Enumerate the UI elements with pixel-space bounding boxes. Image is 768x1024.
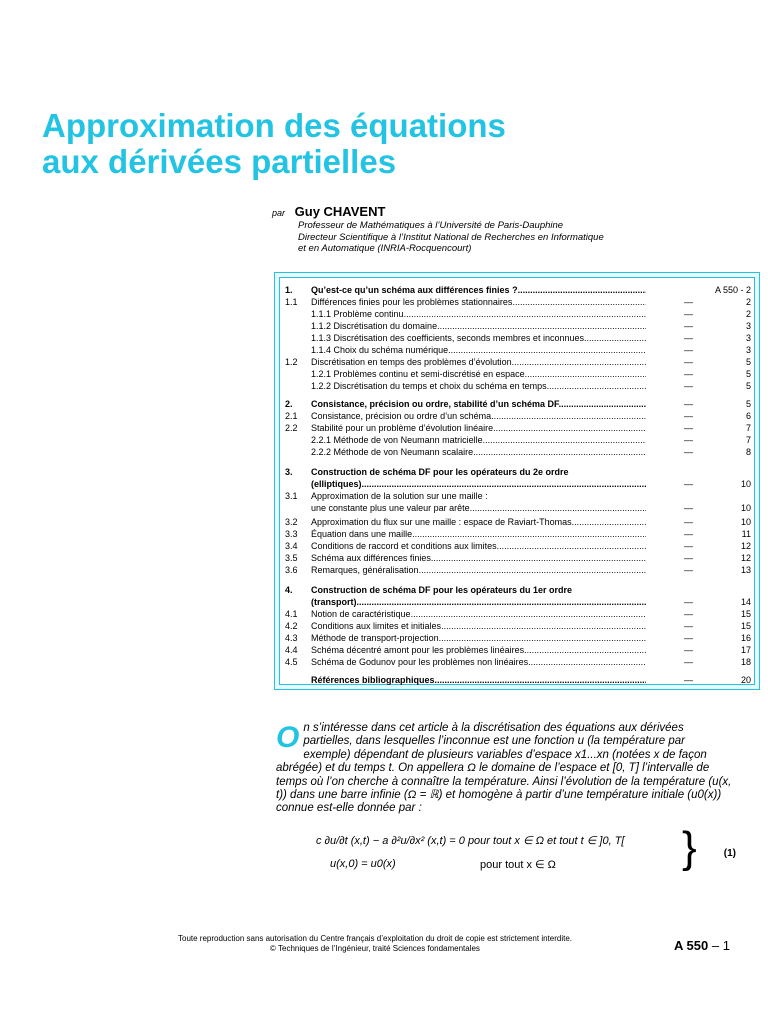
toc-entry-dash: — (684, 423, 693, 433)
toc-entry-title: Consistance, précision ou ordre, stabilité d’un schéma DF ..... (311, 398, 646, 410)
toc-entry-page-number: 14 (740, 597, 751, 607)
toc-entry (280, 380, 754, 392)
toc-entry-number: 3.1 (285, 491, 298, 501)
toc-entry-title: Schéma décentré amont pour les problèmes linéaires ..... (311, 644, 646, 656)
toc-entry-title: 2.2.1 Méthode de von Neumann matricielle ..... (311, 434, 646, 446)
page-sep: – (708, 938, 723, 953)
toc-entry-dash: — (684, 435, 693, 445)
toc-entry-number: 4.4 (285, 645, 298, 655)
toc-entry-number: 3.5 (285, 553, 298, 563)
toc-entry-title: 1.2.2 Discrétisation du temps et choix du schéma en temps ..... (311, 380, 646, 392)
toc-entry-page-number: 15 (740, 621, 751, 631)
toc-entry-dash: — (684, 411, 693, 421)
toc-entry-number: 3.6 (285, 565, 298, 575)
page-reference (674, 938, 730, 953)
toc-entry-number: 4.1 (285, 609, 298, 619)
toc-entry-title: Approximation du flux sur une maille : espace de Raviart-Thomas ..... (311, 516, 646, 528)
toc-entry-dash: — (684, 479, 693, 489)
toc-entry-page-number: 5 (745, 357, 751, 367)
toc-entry (280, 422, 754, 434)
toc-entry-dash: — (684, 609, 693, 619)
toc-entry (280, 356, 754, 368)
dropcap: O (276, 721, 300, 754)
toc-entry-dash: — (684, 633, 693, 643)
equation-line-1: c ∂u/∂t (x,t) − a ∂²u/∂x² (x,t) = 0 pour tout x ∈ Ω et tout t ∈ ]0, T[ (316, 835, 625, 847)
toc-entry-page-number: 20 (740, 675, 751, 685)
toc-entry-page-number: 3 (745, 333, 751, 343)
toc-entry (280, 398, 754, 410)
toc-entry-number: 4.5 (285, 657, 298, 667)
toc-entry-page-number: 5 (745, 369, 751, 379)
toc-entry (280, 332, 754, 344)
toc-entry-dash: — (684, 529, 693, 539)
toc-entry-title: 1.2.1 Problèmes continu et semi-discrétisé en espace ..... (311, 368, 646, 380)
copyright-footer (120, 934, 630, 953)
toc-entry-dash: — (684, 345, 693, 355)
toc-entry-page-number: 3 (745, 345, 751, 355)
title-line-2: aux dérivées partielles (42, 143, 397, 180)
toc-entry-title: Qu’est-ce qu’un schéma aux différences finies ? ..... (311, 284, 646, 296)
affiliation (298, 220, 718, 255)
toc-entry-page-number: 17 (740, 645, 751, 655)
toc-entry-title: 1.1.1 Problème continu ..... (311, 308, 646, 320)
toc-entry (280, 584, 754, 596)
toc-entry (280, 410, 754, 422)
toc-entry (280, 552, 754, 564)
toc-entry-dash: — (684, 645, 693, 655)
toc-entry (280, 632, 754, 644)
affiliation-line: et en Automatique (INRIA-Rocquencourt) (298, 243, 472, 254)
title-line-1: Approximation des équations (42, 107, 506, 144)
toc-entry-title: Construction de schéma DF pour les opérateurs du 1er ordre (311, 585, 573, 595)
toc-entry-dash: — (684, 297, 693, 307)
toc-entry-page-number: 7 (745, 423, 751, 433)
toc-entry-dash: — (684, 399, 693, 409)
toc-entry-number: 4.3 (285, 633, 298, 643)
toc-entry-number: 3.4 (285, 541, 298, 551)
toc-entry (280, 446, 754, 458)
toc-entry-dash: — (684, 333, 693, 343)
affiliation-line: Directeur Scientifique à l’Institut National de Recherches en Informatique (298, 231, 604, 243)
toc-entry-title: Stabilité pour un problème d’évolution linéaire ..... (311, 422, 646, 434)
equation-number: (1) (723, 848, 736, 859)
toc-entry-page-number: 16 (740, 633, 751, 643)
toc-entry-title: Conditions aux limites et initiales ..... (311, 620, 646, 632)
toc-entry-page-number: 5 (745, 399, 751, 409)
toc-entry-page-number: 15 (740, 609, 751, 619)
toc-entry (280, 564, 754, 576)
toc-entry-dash: — (684, 675, 693, 685)
toc-entry-title: 2.2.2 Méthode de von Neumann scalaire ..... (311, 446, 646, 458)
toc-entry-title: (transport) ..... (311, 596, 646, 608)
toc-entry-dash: — (684, 621, 693, 631)
equation-line-2-condition: pour tout x ∈ Ω (480, 859, 556, 871)
toc-entry-number: 4.2 (285, 621, 298, 631)
toc-entry-page-number: 13 (740, 565, 751, 575)
toc-entry-number: 3.3 (285, 529, 298, 539)
equation-1 (310, 824, 750, 884)
toc-entry-title: Consistance, précision ou ordre d’un schéma ..... (311, 410, 646, 422)
toc-entry (280, 674, 754, 686)
toc-entry-number: 2.2 (285, 423, 298, 433)
footer-line-1: Toute reproduction sans autorisation du Centre français d’exploitation du droit de copie est strictement interdite. (178, 934, 572, 943)
toc-entry-title: Schéma aux différences finies ..... (311, 552, 646, 564)
toc-entry-page-number: 10 (740, 517, 751, 527)
equation-line-2: u(x,0) = u0(x) (330, 858, 396, 870)
toc-entry-dash: — (684, 565, 693, 575)
toc-entry-page-number: 18 (740, 657, 751, 667)
toc-entry-page-number: 11 (741, 529, 751, 539)
toc-entry-dash: — (684, 447, 693, 457)
toc-entry-number: 2. (285, 399, 293, 409)
page-number: 1 (722, 938, 730, 953)
toc-entry-number: 1.2 (285, 357, 298, 367)
toc-entry-page-number: 2 (745, 309, 751, 319)
page-code: A 550 (674, 938, 709, 953)
toc-entry-number: 3. (285, 467, 293, 477)
toc-entry-page-number: A 550 - 2 (714, 285, 751, 295)
toc-entry-page-number: 10 (740, 479, 751, 489)
toc-frame (279, 277, 755, 685)
toc-entry-dash: — (684, 357, 693, 367)
toc-entry-title: Approximation de la solution sur une maille : (311, 491, 488, 501)
byline (272, 204, 385, 219)
toc-entry (280, 528, 754, 540)
toc-entry-title: une constante plus une valeur par arête ..... (311, 502, 646, 514)
author-name: Guy CHAVENT (294, 204, 386, 219)
toc-entry-title: (elliptiques) ..... (311, 478, 646, 490)
toc-entry (280, 308, 754, 320)
toc-entry-dash: — (684, 321, 693, 331)
footer-line-2: © Techniques de l’Ingénieur, traité Sciences fondamentales (270, 943, 480, 953)
toc-entry (280, 502, 754, 514)
table-of-contents (274, 272, 760, 690)
toc-entry-number: 1. (285, 285, 293, 295)
toc-entry (280, 644, 754, 656)
toc-entry (280, 344, 754, 356)
affiliation-line: Professeur de Mathématiques à l’Université de Paris-Dauphine (298, 220, 564, 231)
toc-entry-dash: — (684, 369, 693, 379)
toc-entry (280, 608, 754, 620)
toc-entry-page-number: 6 (745, 411, 751, 421)
toc-entry-title: Différences finies pour les problèmes stationnaires ..... (311, 296, 646, 308)
toc-entry-page-number: 12 (740, 553, 751, 563)
toc-entry-number: 1.1 (285, 297, 298, 307)
toc-entry-title: Construction de schéma DF pour les opérateurs du 2e ordre (311, 467, 569, 477)
toc-entry (280, 320, 754, 332)
toc-entry-title: Conditions de raccord et conditions aux limites ..... (311, 540, 646, 552)
toc-entry-page-number: 8 (745, 447, 751, 457)
article-title (42, 108, 742, 180)
toc-entry (280, 490, 754, 502)
toc-entry-dash: — (684, 517, 693, 527)
toc-entry-dash: — (684, 657, 693, 667)
toc-entry-dash: — (684, 381, 693, 391)
intro-paragraph (276, 722, 734, 816)
toc-entry-page-number: 7 (745, 435, 751, 445)
toc-entry-page-number: 3 (745, 321, 751, 331)
toc-entry-page-number: 2 (745, 297, 751, 307)
toc-entry-title: 1.1.3 Discrétisation des coefficients, seconds membres et inconnues ..... (311, 332, 646, 344)
toc-entry-page-number: 5 (745, 381, 751, 391)
toc-entry-page-number: 12 (740, 541, 751, 551)
toc-entry-title: Méthode de transport-projection ..... (311, 632, 646, 644)
toc-entry-title: Références bibliographiques ..... (311, 674, 646, 686)
toc-entry (280, 516, 754, 528)
toc-entry-dash: — (684, 553, 693, 563)
toc-entry-title: Remarques, généralisation ..... (311, 564, 646, 576)
toc-entry (280, 656, 754, 668)
toc-entry-title: Notion de caractéristique ..... (311, 608, 646, 620)
toc-entry-dash: — (684, 541, 693, 551)
toc-entry (280, 540, 754, 552)
toc-entry-title: Schéma de Godunov pour les problèmes non linéaires ..... (311, 656, 646, 668)
toc-entry (280, 296, 754, 308)
toc-entry-dash: — (684, 503, 693, 513)
intro-text: n s’intéresse dans cet article à la discrétisation des équations aux dérivées partielles, dans lesquelles l’inconnue est une fonction u (la température par exemple) dépendant de plusieurs variables d’espace x1...xn (notées x de façon abrégée) et du temps t. On appellera Ω le domaine de l’espace et [0, T] l’intervalle de temps où l’on cherche à connaître la température. Ainsi l’évolution de la température (u(x, t)) dans une barre infinie (Ω = ℝ) et homogène à partir d’une température initiale (u0(x)) connue est-elle donnée par : (276, 722, 732, 815)
equation-brace: } (682, 823, 697, 872)
toc-entry (280, 368, 754, 380)
toc-entry (280, 284, 754, 296)
toc-entry (280, 478, 754, 490)
toc-entry-title: 1.1.4 Choix du schéma numérique ..... (311, 344, 646, 356)
toc-entry-title: Discrétisation en temps des problèmes d’évolution ..... (311, 356, 646, 368)
toc-entry (280, 466, 754, 478)
byline-par: par (272, 208, 286, 218)
toc-entry-dash: — (684, 309, 693, 319)
toc-entry-number: 3.2 (285, 517, 298, 527)
toc-entry-number: 4. (285, 585, 293, 595)
toc-entry (280, 596, 754, 608)
toc-entry-title: 1.1.2 Discrétisation du domaine ..... (311, 320, 646, 332)
toc-entry-page-number: 10 (740, 503, 751, 513)
toc-entry (280, 620, 754, 632)
toc-entry-dash: — (684, 597, 693, 607)
toc-entry-number: 2.1 (285, 411, 298, 421)
toc-entry-title: Équation dans une maille ..... (311, 528, 646, 540)
toc-entry (280, 434, 754, 446)
